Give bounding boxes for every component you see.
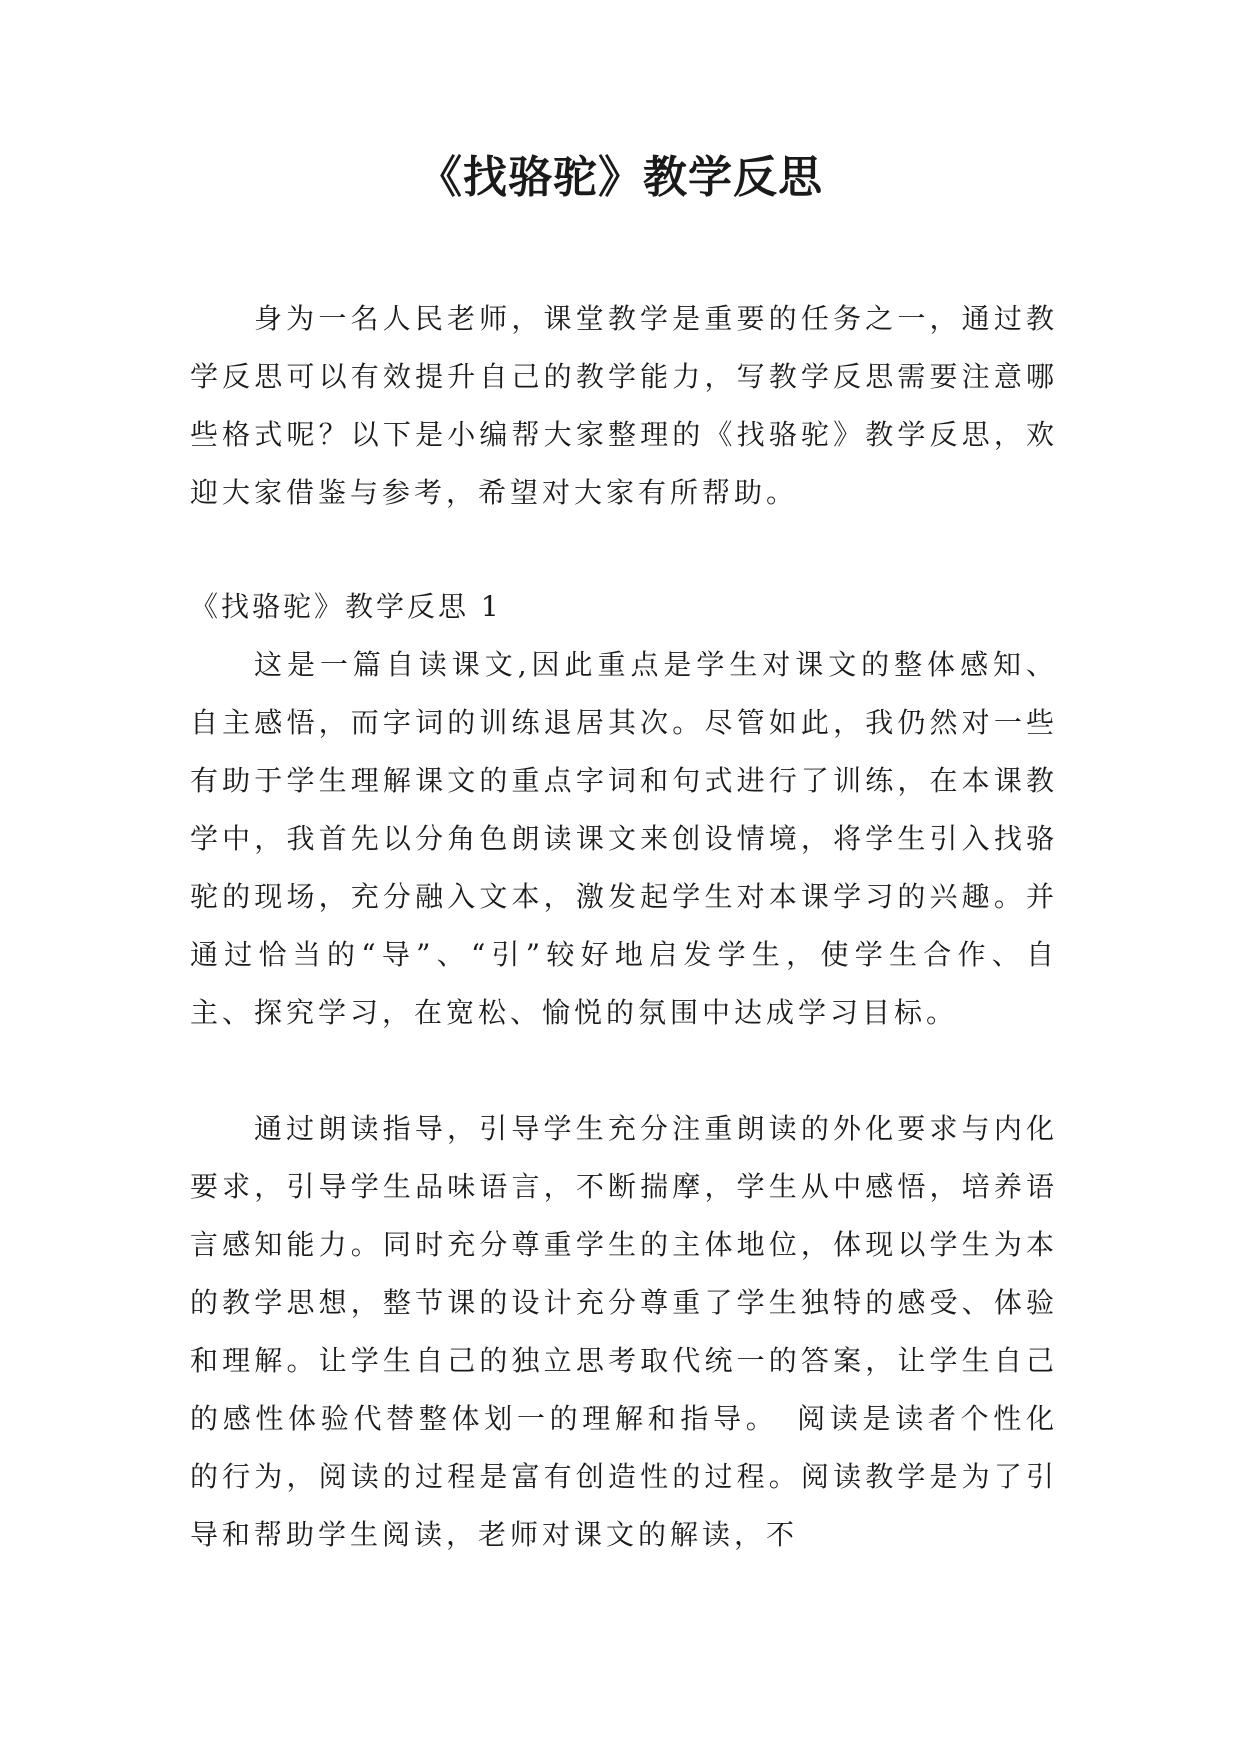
body-paragraph: 通过朗读指导，引导学生充分注重朗读的外化要求与内化要求，引导学生品味语言，不断揣摩，学生从中感悟，培养语言感知能力。同时充分尊重学生的主体地位，体现以学生为本的教学思想，整节课的设计充分尊重了学生独特的感受、体验和理解。让学生自己的独立思考取代统一的答案，让学生自己的感性体验代替整体划一的理解和指导。 阅读是读者个性化的行为，阅读的过程是富有创造性的过程。阅读教学是为了引导和帮助学生阅读，老师对课文的解读，不 <box>190 1112 1058 1551</box>
intro-paragraph: 身为一名人民老师，课堂教学是重要的任务之一，通过教学反思可以有效提升自己的教学能力，写教学反思需要注意哪些格式呢？以下是小编帮大家整理的《找骆驼》教学反思，欢迎大家借鉴与参考，希望对大家有所帮助。 <box>190 302 1058 509</box>
body-paragraph: 这是一篇自读课文,因此重点是学生对课文的整体感知、自主感悟，而字词的训练退居其次。尽管如此，我仍然对一些有助于学生理解课文的重点字词和句式进行了训练，在本课教学中，我首先以分角色朗读课文来创设情境，将学生引入找骆驼的现场，充分融入文本，激发起学生对本课学习的兴趣。并通过恰当的“导”、“引”较好地启发学生，使学生合作、自主、探究学习，在宽松、愉悦的氛围中达成学习目标。 <box>190 648 1058 1029</box>
document-title: 《找骆驼》教学反思 <box>418 152 823 203</box>
section-heading: 《找骆驼》教学反思 1 <box>190 590 502 623</box>
